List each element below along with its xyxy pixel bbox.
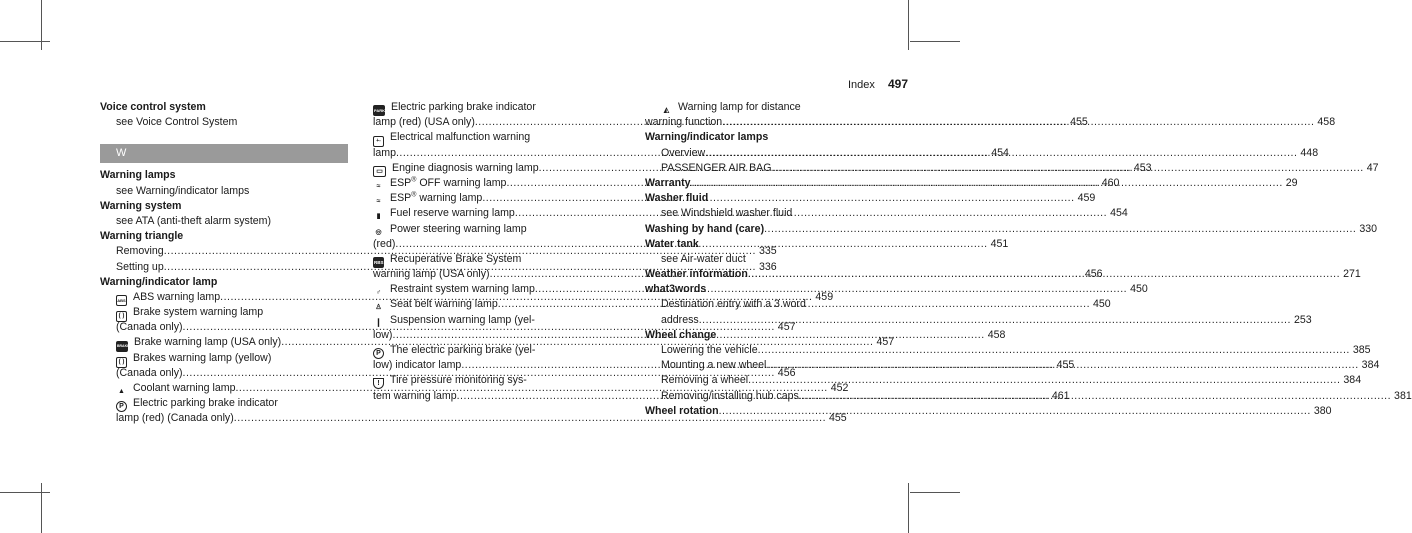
index-subentry-continued[interactable]: lamp ..... 454	[373, 146, 622, 161]
esp-off-icon: ≈	[376, 182, 381, 190]
index-subentry[interactable]: BRAKE Brake warning lamp (USA only) ..... 457	[100, 335, 348, 350]
index-subentry-continued[interactable]: (red) ..... 451	[373, 237, 622, 252]
index-subentry[interactable]: ┃ Suspension warning lamp (yel-	[373, 313, 622, 328]
index-entry[interactable]: Warning triangle	[100, 230, 184, 243]
brake-icon: ( )	[116, 357, 127, 368]
abs-icon: ABS	[116, 295, 127, 306]
index-subentry[interactable]: ( ) Brake system warning lamp	[100, 305, 348, 320]
index-subentry-continued[interactable]: (Canada only) ..... 457	[100, 320, 348, 335]
parking-brake-icon: P	[116, 401, 127, 412]
crop-mark	[910, 492, 960, 493]
crop-mark	[908, 0, 909, 50]
index-subentry[interactable]: ▲ Coolant warning lamp ..... 452	[100, 381, 348, 396]
index-entry[interactable]: what3words	[645, 283, 707, 296]
page-header	[848, 77, 908, 93]
index-subentry[interactable]: ◭ Warning lamp for distance	[645, 100, 891, 115]
index-subentry[interactable]: ▭ Engine diagnosis warning lamp ..... 453	[373, 161, 622, 176]
index-entry[interactable]: Water tank	[645, 237, 699, 250]
index-entry[interactable]: Warning/indicator lamp	[100, 275, 218, 288]
index-subentry[interactable]: Removing/installing hub caps ..... 381	[645, 389, 891, 404]
esp-icon: ≈	[376, 198, 381, 206]
index-subentry[interactable]: see Warning/indicator lamps	[116, 184, 250, 197]
index-subentry[interactable]: Removing ..... 335	[100, 244, 348, 259]
index-subentry-continued[interactable]: address ..... 253	[645, 313, 891, 328]
page-number: 497	[887, 77, 908, 91]
index-subentry[interactable]: ≈ ESP® warning lamp ..... 459	[373, 191, 622, 206]
index-subentry[interactable]: RBS Recuperative Brake System	[373, 252, 622, 267]
suspension-icon: ┃	[376, 319, 381, 327]
parking-brake-icon: P	[373, 348, 384, 359]
index-entry[interactable]: Warning lamps	[100, 169, 176, 182]
index-entry[interactable]: Washer fluid	[645, 192, 709, 205]
index-subentry-continued[interactable]: warning function ..... 458	[645, 115, 891, 130]
index-subentry[interactable]: Mounting a new wheel ..... 384	[645, 358, 891, 373]
index-subentry[interactable]: ! Tire pressure monitoring sys-	[373, 373, 622, 388]
index-subentry[interactable]: ◎ Power steering warning lamp	[373, 222, 622, 237]
battery-icon: +-	[373, 136, 384, 147]
index-subentry-continued[interactable]: lamp (red) (Canada only) ..... 455	[100, 411, 348, 426]
index-subentry[interactable]: see ATA (anti-theft alarm system)	[116, 214, 272, 227]
seat-belt-icon: ♙	[375, 304, 382, 312]
index-subentry[interactable]: ( ) Brakes warning lamp (yellow)	[100, 351, 348, 366]
coolant-icon: ▲	[118, 388, 125, 395]
index-subentry[interactable]: PARK Electric parking brake indicator	[373, 100, 622, 115]
index-subentry[interactable]: PASSENGER AIR BAG ..... 47	[645, 161, 891, 176]
index-subentry-continued[interactable]: lamp (red) (USA only) ..... 455	[373, 115, 622, 130]
crop-mark	[0, 492, 50, 493]
index-subentry[interactable]: see Windshield washer fluid	[661, 207, 793, 220]
index-subentry-continued[interactable]: warning lamp (USA only) ..... 456	[373, 267, 622, 282]
index-subentry[interactable]: see Air-water duct	[661, 252, 746, 265]
index-subentry[interactable]: P Electric parking brake indicator	[100, 396, 348, 411]
section-name: Index	[847, 79, 875, 91]
index-entry[interactable]: Washing by hand (care) ..... 330	[645, 222, 891, 237]
index-subentry-continued[interactable]: (Canada only) ..... 456	[100, 366, 348, 381]
engine-icon: ▭	[373, 166, 386, 177]
crop-mark	[41, 483, 42, 533]
index-entry[interactable]: Weather information ..... 271	[645, 267, 891, 282]
index-subentry[interactable]: ▮ Fuel reserve warning lamp ..... 454	[373, 206, 622, 221]
index-subentry[interactable]: Lowering the vehicle ..... 385	[645, 343, 891, 358]
brake-icon: ( )	[116, 311, 127, 322]
index-subentry[interactable]: Overview ..... 448	[645, 146, 891, 161]
restraint-system-icon: ♂	[375, 289, 382, 297]
park-word-icon: PARK	[373, 105, 385, 116]
index-entry[interactable]: Wheel change	[645, 328, 717, 341]
index-entry[interactable]: Warning/indicator lamps	[645, 131, 769, 144]
index-subentry[interactable]: Removing a wheel ..... 384	[645, 373, 891, 388]
index-subentry[interactable]: Setting up ..... 336	[100, 260, 348, 275]
crop-mark	[910, 41, 960, 42]
index-subentry[interactable]: see Voice Control System	[116, 116, 238, 129]
crop-mark	[0, 41, 50, 42]
distance-warning-icon: ◭	[663, 107, 670, 114]
index-subentry[interactable]: Destination entry with a 3 word	[661, 298, 806, 311]
crop-mark	[41, 0, 42, 50]
index-entry[interactable]: Warranty ..... 29	[645, 176, 891, 191]
brake-word-icon: BRAKE	[116, 341, 128, 352]
index-subentry[interactable]: P The electric parking brake (yel-	[373, 343, 622, 358]
index-subentry-continued[interactable]: tem warning lamp ..... 461	[373, 389, 622, 404]
index-subentry[interactable]: ♂ Restraint system warning lamp ..... 450	[373, 282, 622, 297]
fuel-pump-icon: ▮	[376, 213, 381, 221]
index-entry[interactable]: Voice control system	[100, 101, 206, 113]
crop-mark	[908, 483, 909, 533]
index-subentry[interactable]: ≈ ESP® OFF warning lamp ..... 460	[373, 176, 622, 191]
index-subentry[interactable]: ♙ Seat belt warning lamp ..... 450	[373, 297, 622, 312]
steering-wheel-icon: ◎	[375, 228, 382, 236]
index-entry[interactable]: Warning system	[100, 199, 182, 212]
index-subentry[interactable]: +- Electrical malfunction warning	[373, 130, 622, 145]
index-subentry-continued[interactable]: low) ..... 458	[373, 328, 622, 343]
index-entry[interactable]: Wheel rotation ..... 380	[645, 404, 891, 419]
letter-heading: W	[100, 144, 348, 163]
rbs-icon: RBS	[373, 257, 384, 268]
index-subentry-continued[interactable]: low) indicator lamp ..... 455	[373, 358, 622, 373]
index-subentry[interactable]: ABS ABS warning lamp ..... 459	[100, 290, 348, 305]
tire-pressure-icon: !	[373, 378, 384, 389]
